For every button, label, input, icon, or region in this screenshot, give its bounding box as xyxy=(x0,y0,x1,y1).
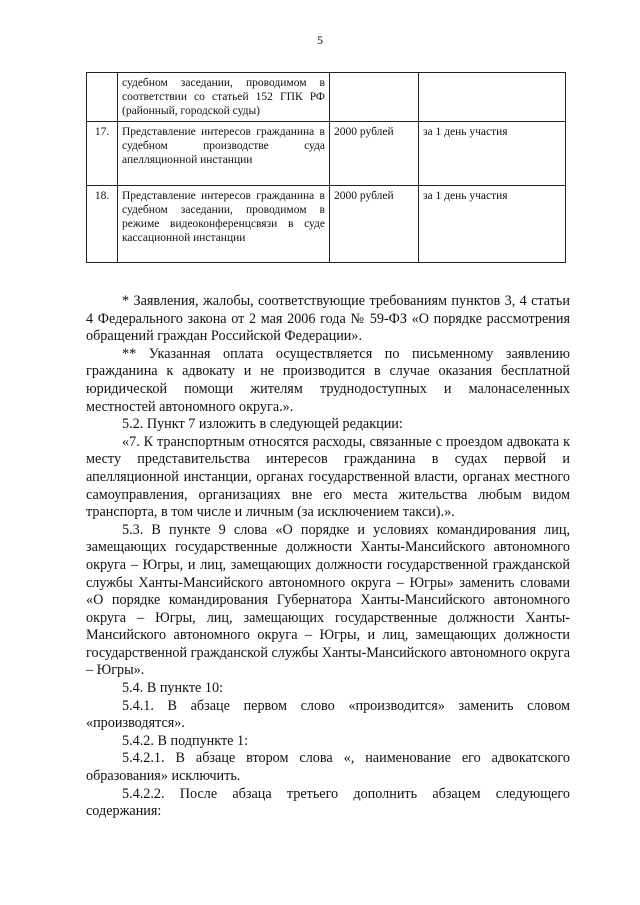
paragraph-5-4-1: 5.4.1. В абзаце первом слово «производится» заменить словом «производятся». xyxy=(86,697,570,732)
page-number: 5 xyxy=(317,33,323,47)
row-number xyxy=(87,73,118,122)
row-amount xyxy=(330,73,419,122)
footnote-single-asterisk: * Заявления, жалобы, соответствующие требованиям пунктов 3, 4 статьи 4 Федерального закона от 2 мая 2006 года № 59-ФЗ «О порядке рассмотрения обращений граждан Российской Федерации». xyxy=(86,293,570,345)
row-description: судебном заседании, проводимом в соответствии со статьей 152 ГПК РФ (районный, городской суды) xyxy=(118,73,330,122)
paragraph-5-4: 5.4. В пункте 10: xyxy=(122,680,223,697)
row-description: Представление интересов гражданина в судебном заседании, проводимом в режиме видеоконференцсвязи в суде кассационной инстанции xyxy=(118,186,330,263)
fees-table xyxy=(86,72,566,263)
table-row xyxy=(87,186,566,263)
document-body xyxy=(86,293,570,821)
footnote-double-asterisk: ** Указанная оплата осуществляется по письменному заявлению гражданина к адвокату и не производится в случае оказания бесплатной юридической помощи жителям труднодоступных и малонаселенных местностей автономного округа.». xyxy=(86,345,570,415)
row-unit: за 1 день участия xyxy=(419,186,566,263)
row-description: Представление интересов гражданина в судебном производстве суда апелляционной инстанции xyxy=(118,122,330,186)
table-row xyxy=(87,122,566,186)
paragraph-5-4-2: 5.4.2. В подпункте 1: xyxy=(122,732,249,749)
paragraph-5-2: 5.2. Пункт 7 изложить в следующей редакции: xyxy=(122,416,403,433)
paragraph-5-4-2-2: 5.4.2.2. После абзаца третьего дополнить абзацем следующего содержания: xyxy=(86,785,570,820)
paragraph-5-3: 5.3. В пункте 9 слова «О порядке и условиях командирования лиц, замещающих государственные должности Ханты-Мансийского автономного округа – Югры, и лиц, замещающих должности государственной гражданской службы Ханты-Мансийского автономного округа – Югры» заменить словами «О порядке командирования Губернатора Ханты-Мансийского автономного округа – Югры, лиц, замещающих государственные должности Ханты-Мансийского автономного округа – Югры, и лиц, замещающих должности государственной гражданской службы Ханты-Мансийского автономного округа – Югры». xyxy=(86,521,570,679)
paragraph-5-4-2-1: 5.4.2.1. В абзаце втором слова «, наименование его адвокатского образования» исключить. xyxy=(86,750,570,785)
table-row xyxy=(87,73,566,122)
row-amount: 2000 рублей xyxy=(330,186,419,263)
row-unit xyxy=(419,73,566,122)
row-unit: за 1 день участия xyxy=(419,122,566,186)
row-number: 18. xyxy=(87,186,118,263)
row-number: 17. xyxy=(87,122,118,186)
row-amount: 2000 рублей xyxy=(330,122,419,186)
paragraph-clause-7: «7. К транспортным относятся расходы, связанные с проездом адвоката к месту представительства интересов гражданина в судах первой и апелляционной инстанции, органах государственной власти, органах местного самоуправления, организациях вне его места жительства любым видом транспорта, в том числе и личным (за исключением такси).». xyxy=(86,433,570,521)
